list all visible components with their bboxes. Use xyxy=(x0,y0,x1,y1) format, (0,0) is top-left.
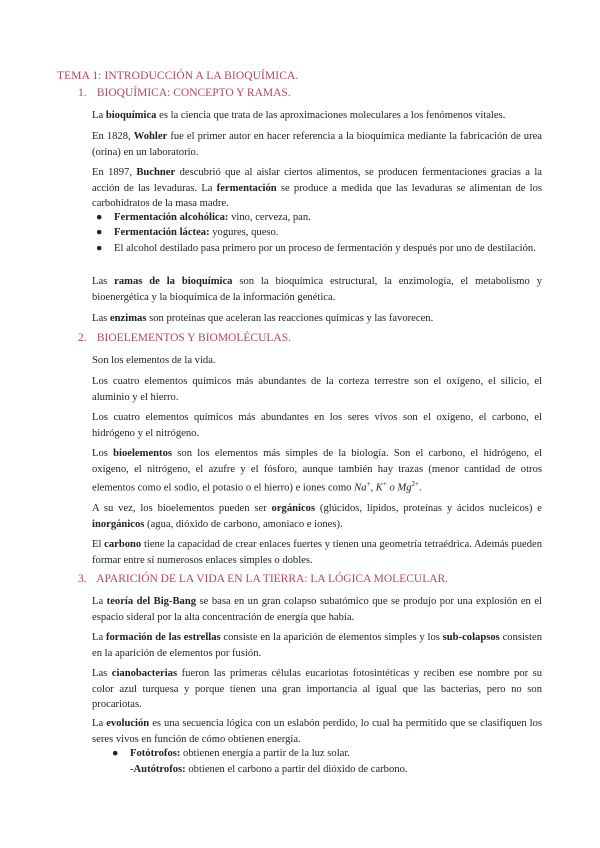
section-2-number: 2. xyxy=(78,332,87,344)
paragraph: El carbono tiene la capacidad de crear enlaces fuertes y tienen una geometría tetraédrica. Además pueden formar entre sí numerosos enlaces simples o dobles. xyxy=(92,539,542,566)
paragraph: Los bioelementos son los elementos más simples de la biología. Son el carbono, el hidrógeno, el oxígeno, el nitrógeno, el azufre y el fósforo, aunque también hay trazas (menor cantidad de otros elementos como el sodio, el potasio o el hierro) e iones como Na+, K+ o $Mg^{2+}$. xyxy=(92,448,542,494)
bullet-icon: ● xyxy=(96,243,103,254)
section-1-title: BIOQUÍMICA: CONCEPTO Y RAMAS. xyxy=(96,87,291,99)
paragraph: Son los elementos de la vida. xyxy=(92,355,216,366)
paragraph: La evolución es una secuencia lógica con un eslabón perdido, lo cual ha permitido que se clasifiquen los seres vivos en función de cómo obtienen energía. xyxy=(92,718,542,745)
section-2-title: BIOELEMENTOS Y BIOMOLÉCULAS. xyxy=(96,332,291,344)
paragraph: A su vez, los bioelementos pueden ser orgánicos (glúcidos, lípidos, proteínas y ácidos nucleicos) e inorgánicos (agua, dióxido de carbono, amoniaco e iones). xyxy=(92,503,542,530)
list-item: ● El alcohol destilado pasa primero por un proceso de fermentación y después por uno de destilación. xyxy=(114,241,542,257)
section-1-heading xyxy=(78,87,291,99)
section-3-title: APARICIÓN DE LA VIDA EN LA TIERRA: LA LÓGICA MOLECULAR. xyxy=(96,573,449,585)
list-item: ● Fermentación alcohólica: vino, cerveza, pan. xyxy=(114,210,542,226)
paragraph: Las ramas de la bioquímica son la bioquímica estructural, la enzimología, el metabolismo y bioenergética y la bioquímica de la información genética. xyxy=(92,276,542,303)
paragraph: La teoría del Big-Bang se basa en un gran colapso subatómico que se produjo por una explosión en el espacio sideral por la alta concentración de energía que había. xyxy=(92,596,542,623)
list-item: ● Fermentación láctea: yogures, queso. xyxy=(114,225,542,241)
paragraph: En 1828, Wohler fue el primer autor en hacer referencia a la bioquímica mediante la fabricación de urea (orina) en un laboratorio. xyxy=(92,131,543,158)
section-3-heading xyxy=(78,573,448,585)
bullet-icon: ● xyxy=(112,748,119,759)
paragraph: La bioquímica es la ciencia que trata de las aproximaciones moleculares a los fenómenos vitales. xyxy=(92,110,506,121)
paragraph: Los cuatro elementos químicos más abundantes en los seres vivos son el oxígeno, el carbono, el hidrógeno y el nitrógeno. xyxy=(92,412,542,439)
bullet-icon: ● xyxy=(96,212,103,223)
section-3-number: 3. xyxy=(78,573,87,585)
paragraph: Las enzimas son proteínas que aceleran las reacciones químicas y las favorecen. xyxy=(92,313,434,324)
list-item: -Autótrofos: obtienen el carbono a partir del dióxido de carbono. xyxy=(130,764,408,775)
paragraph: Los cuatro elementos químicos más abundantes de la corteza terrestre son el oxígeno, el silicio, el aluminio y el hierro. xyxy=(92,376,542,403)
page-title: TEMA 1: INTRODUCCIÓN A LA BIOQUÍMICA. xyxy=(57,70,299,82)
section-2-heading xyxy=(78,332,291,344)
paragraph: La formación de las estrellas consiste en la aparición de elementos simples y los sub-colapsos consisten en la aparición de elementos por fusión. xyxy=(92,632,542,659)
bullet-icon: ● xyxy=(96,227,103,238)
section-1-number: 1. xyxy=(78,87,87,99)
paragraph: Las cianobacterias fueron las primeras células eucariotas fotosintéticas y reciben ese nombre por su color azul turquesa y porque tienen una gran importancia al igual que las bacterias, pero no son procariotas. xyxy=(92,668,542,711)
list-item: ● Fotótrofos: obtienen energía a partir de la luz solar. xyxy=(130,746,542,762)
paragraph: En 1897, Buchner descubrió que al aislar ciertos alimentos, se producen fermentaciones gracias a la acción de las levaduras. La fermentación se produce a medida que las levaduras se alimentan de los carbohidratos de la masa madre. xyxy=(92,167,543,210)
